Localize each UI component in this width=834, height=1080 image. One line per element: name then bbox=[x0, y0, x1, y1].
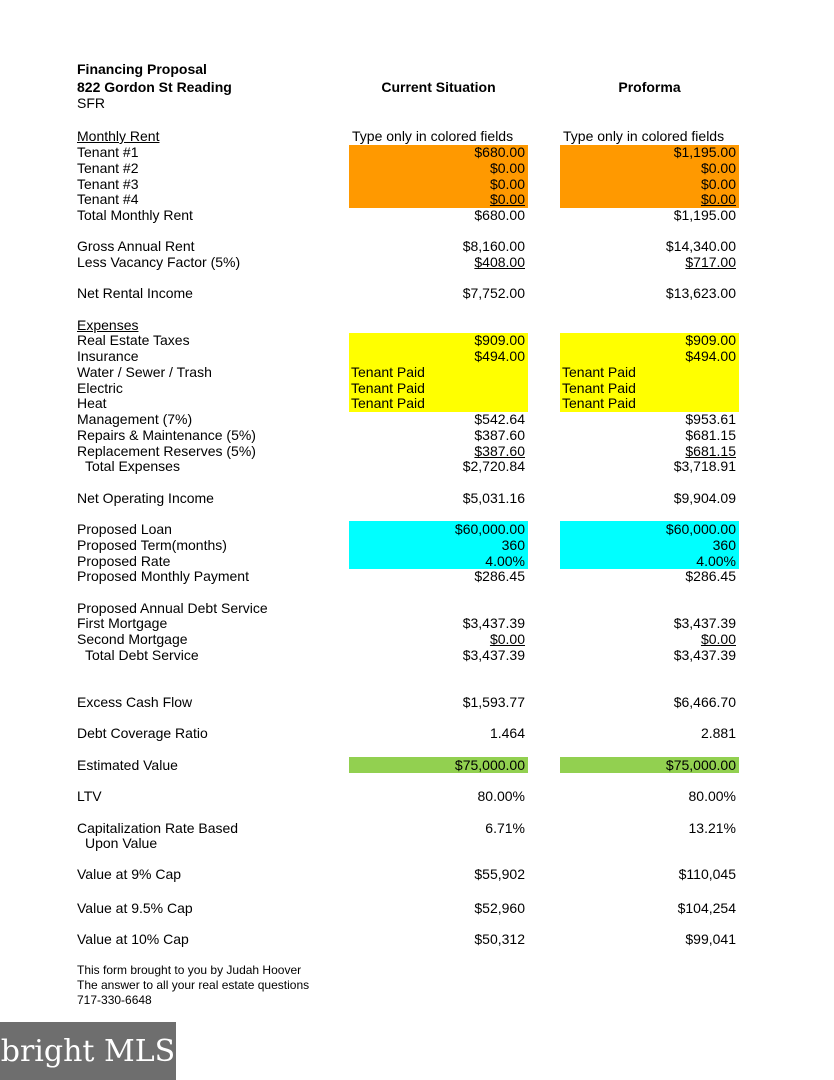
current-second-mortgage: $0.00 bbox=[489, 631, 525, 647]
current-tenant3-value[interactable]: $0.00 bbox=[489, 176, 525, 192]
annual-debt-service-heading: Proposed Annual Debt Service bbox=[77, 600, 268, 616]
debt-coverage-ratio-label: Debt Coverage Ratio bbox=[77, 725, 208, 741]
proforma-instruction-note: Type only in colored fields bbox=[563, 128, 725, 144]
current-repairs-maintenance: $387.60 bbox=[474, 427, 525, 443]
proforma-value-9-cap: $110,045 bbox=[678, 866, 736, 882]
proposed-rate-label: Proposed Rate bbox=[77, 553, 171, 569]
gross-annual-rent-label: Gross Annual Rent bbox=[77, 238, 195, 254]
proforma-proposed-loan[interactable]: $60,000.00 bbox=[665, 521, 736, 537]
property-address: 822 Gordon St Reading bbox=[77, 79, 232, 95]
proposed-loan-label: Proposed Loan bbox=[77, 521, 172, 537]
proforma-value-10-cap: $99,041 bbox=[685, 931, 736, 947]
current-net-rental-income: $7,752.00 bbox=[462, 285, 525, 301]
property-type: SFR bbox=[77, 95, 105, 111]
total-monthly-rent-label: Total Monthly Rent bbox=[77, 207, 193, 223]
expenses-heading: Expenses bbox=[77, 317, 139, 333]
current-insurance[interactable]: $494.00 bbox=[474, 348, 525, 364]
current-management: $542.64 bbox=[474, 411, 525, 427]
current-excess-cash-flow: $1,593.77 bbox=[462, 694, 525, 710]
current-heat[interactable]: Tenant Paid bbox=[351, 395, 425, 411]
current-total-expenses: $2,720.84 bbox=[462, 458, 525, 474]
current-electric[interactable]: Tenant Paid bbox=[351, 380, 425, 396]
tenant4-label: Tenant #4 bbox=[77, 191, 139, 207]
current-vacancy-factor: $408.00 bbox=[474, 254, 525, 270]
excess-cash-flow-label: Excess Cash Flow bbox=[77, 694, 193, 710]
current-noi: $5,031.16 bbox=[462, 490, 525, 506]
current-instruction-note: Type only in colored fields bbox=[352, 128, 514, 144]
proforma-estimated-value[interactable]: $75,000.00 bbox=[665, 757, 736, 773]
proforma-noi: $9,904.09 bbox=[673, 490, 736, 506]
current-value-95-cap: $52,960 bbox=[474, 900, 525, 916]
proforma-vacancy-factor: $717.00 bbox=[685, 254, 736, 270]
proforma-tenant1-value[interactable]: $1,195.00 bbox=[673, 144, 736, 160]
proposed-term-label: Proposed Term(months) bbox=[77, 537, 227, 553]
proforma-total-monthly-rent: $1,195.00 bbox=[673, 207, 736, 223]
current-total-monthly-rent: $680.00 bbox=[474, 207, 525, 223]
proforma-repairs-maintenance: $681.15 bbox=[685, 427, 736, 443]
current-tenant1-value[interactable]: $680.00 bbox=[474, 144, 525, 160]
proforma-tenant2-value[interactable]: $0.00 bbox=[700, 160, 736, 176]
proforma-insurance[interactable]: $494.00 bbox=[685, 348, 736, 364]
proforma-debt-coverage-ratio: 2.881 bbox=[700, 725, 736, 741]
footer-line-1: This form brought to you by Judah Hoover bbox=[77, 963, 302, 977]
proforma-monthly-payment: $286.45 bbox=[685, 568, 736, 584]
tenant1-label: Tenant #1 bbox=[77, 144, 139, 160]
insurance-label: Insurance bbox=[77, 348, 139, 364]
current-gross-annual-rent: $8,160.00 bbox=[462, 238, 525, 254]
proforma-cap-rate: 13.21% bbox=[688, 820, 736, 836]
current-tenant4-value[interactable]: $0.00 bbox=[489, 191, 525, 207]
real-estate-taxes-label: Real Estate Taxes bbox=[77, 332, 190, 348]
value-95-cap-label: Value at 9.5% Cap bbox=[77, 900, 193, 916]
proforma-proposed-term[interactable]: 360 bbox=[712, 537, 736, 553]
current-real-estate-taxes[interactable]: $909.00 bbox=[474, 332, 525, 348]
proforma-management: $953.61 bbox=[685, 411, 736, 427]
tenant3-label: Tenant #3 bbox=[77, 176, 139, 192]
current-proposed-term[interactable]: 360 bbox=[501, 537, 525, 553]
proforma-gross-annual-rent: $14,340.00 bbox=[665, 238, 736, 254]
proforma-replacement-reserves: $681.15 bbox=[685, 443, 736, 459]
proforma-real-estate-taxes[interactable]: $909.00 bbox=[685, 332, 736, 348]
total-debt-service-label: Total Debt Service bbox=[85, 647, 199, 663]
value-9-cap-label: Value at 9% Cap bbox=[77, 866, 182, 882]
proforma-electric[interactable]: Tenant Paid bbox=[562, 380, 636, 396]
current-estimated-value[interactable]: $75,000.00 bbox=[454, 757, 525, 773]
footer-phone: 717-330-6648 bbox=[77, 993, 152, 1007]
proforma-water-sewer-trash[interactable]: Tenant Paid bbox=[562, 364, 636, 380]
net-rental-income-label: Net Rental Income bbox=[77, 285, 193, 301]
bright-mls-watermark bbox=[0, 1022, 176, 1080]
cap-rate-label: Capitalization Rate Based bbox=[77, 820, 239, 836]
form-title: Financing Proposal bbox=[77, 61, 207, 77]
current-first-mortgage: $3,437.39 bbox=[462, 615, 525, 631]
proforma-column-heading: Proforma bbox=[618, 79, 681, 95]
vacancy-factor-label: Less Vacancy Factor (5%) bbox=[77, 254, 241, 270]
estimated-value-label: Estimated Value bbox=[77, 757, 178, 773]
current-proposed-rate[interactable]: 4.00% bbox=[485, 553, 525, 569]
proforma-first-mortgage: $3,437.39 bbox=[673, 615, 736, 631]
replacement-reserves-label: Replacement Reserves (5%) bbox=[77, 443, 256, 459]
current-total-debt-service: $3,437.39 bbox=[462, 647, 525, 663]
current-replacement-reserves: $387.60 bbox=[474, 443, 525, 459]
current-debt-coverage-ratio: 1.464 bbox=[489, 725, 525, 741]
watermark-logo-text: bright MLS bbox=[0, 1033, 176, 1069]
current-cap-rate: 6.71% bbox=[485, 820, 525, 836]
value-10-cap-label: Value at 10% Cap bbox=[77, 931, 189, 947]
current-monthly-payment: $286.45 bbox=[474, 568, 525, 584]
proforma-tenant3-value[interactable]: $0.00 bbox=[700, 176, 736, 192]
heat-label: Heat bbox=[77, 395, 107, 411]
cap-rate-label-line2: Upon Value bbox=[85, 835, 158, 851]
proforma-ltv: 80.00% bbox=[688, 788, 736, 804]
proforma-total-expenses: $3,718.91 bbox=[673, 458, 736, 474]
current-water-sewer-trash[interactable]: Tenant Paid bbox=[351, 364, 425, 380]
proforma-net-rental-income: $13,623.00 bbox=[665, 285, 736, 301]
management-label: Management (7%) bbox=[77, 411, 193, 427]
current-proposed-loan[interactable]: $60,000.00 bbox=[454, 521, 525, 537]
water-sewer-trash-label: Water / Sewer / Trash bbox=[77, 364, 212, 380]
current-value-9-cap: $55,902 bbox=[474, 866, 525, 882]
proforma-total-debt-service: $3,437.39 bbox=[673, 647, 736, 663]
proforma-tenant4-value[interactable]: $0.00 bbox=[700, 191, 736, 207]
tenant2-label: Tenant #2 bbox=[77, 160, 139, 176]
monthly-rent-heading: Monthly Rent bbox=[77, 128, 160, 144]
proforma-heat[interactable]: Tenant Paid bbox=[562, 395, 636, 411]
current-tenant2-value[interactable]: $0.00 bbox=[489, 160, 525, 176]
proforma-value-95-cap: $104,254 bbox=[677, 900, 736, 916]
first-mortgage-label: First Mortgage bbox=[77, 615, 168, 631]
second-mortgage-label: Second Mortgage bbox=[77, 631, 188, 647]
current-ltv: 80.00% bbox=[477, 788, 525, 804]
footer-line-2: The answer to all your real estate questions bbox=[77, 978, 310, 992]
repairs-maintenance-label: Repairs & Maintenance (5%) bbox=[77, 427, 256, 443]
current-column-heading: Current Situation bbox=[381, 79, 496, 95]
ltv-label: LTV bbox=[77, 788, 102, 804]
proforma-proposed-rate[interactable]: 4.00% bbox=[696, 553, 736, 569]
noi-label: Net Operating Income bbox=[77, 490, 214, 506]
proforma-excess-cash-flow: $6,466.70 bbox=[673, 694, 736, 710]
proforma-second-mortgage: $0.00 bbox=[700, 631, 736, 647]
total-expenses-label: Total Expenses bbox=[85, 458, 180, 474]
current-value-10-cap: $50,312 bbox=[474, 931, 525, 947]
monthly-payment-label: Proposed Monthly Payment bbox=[77, 568, 249, 584]
electric-label: Electric bbox=[77, 380, 123, 396]
